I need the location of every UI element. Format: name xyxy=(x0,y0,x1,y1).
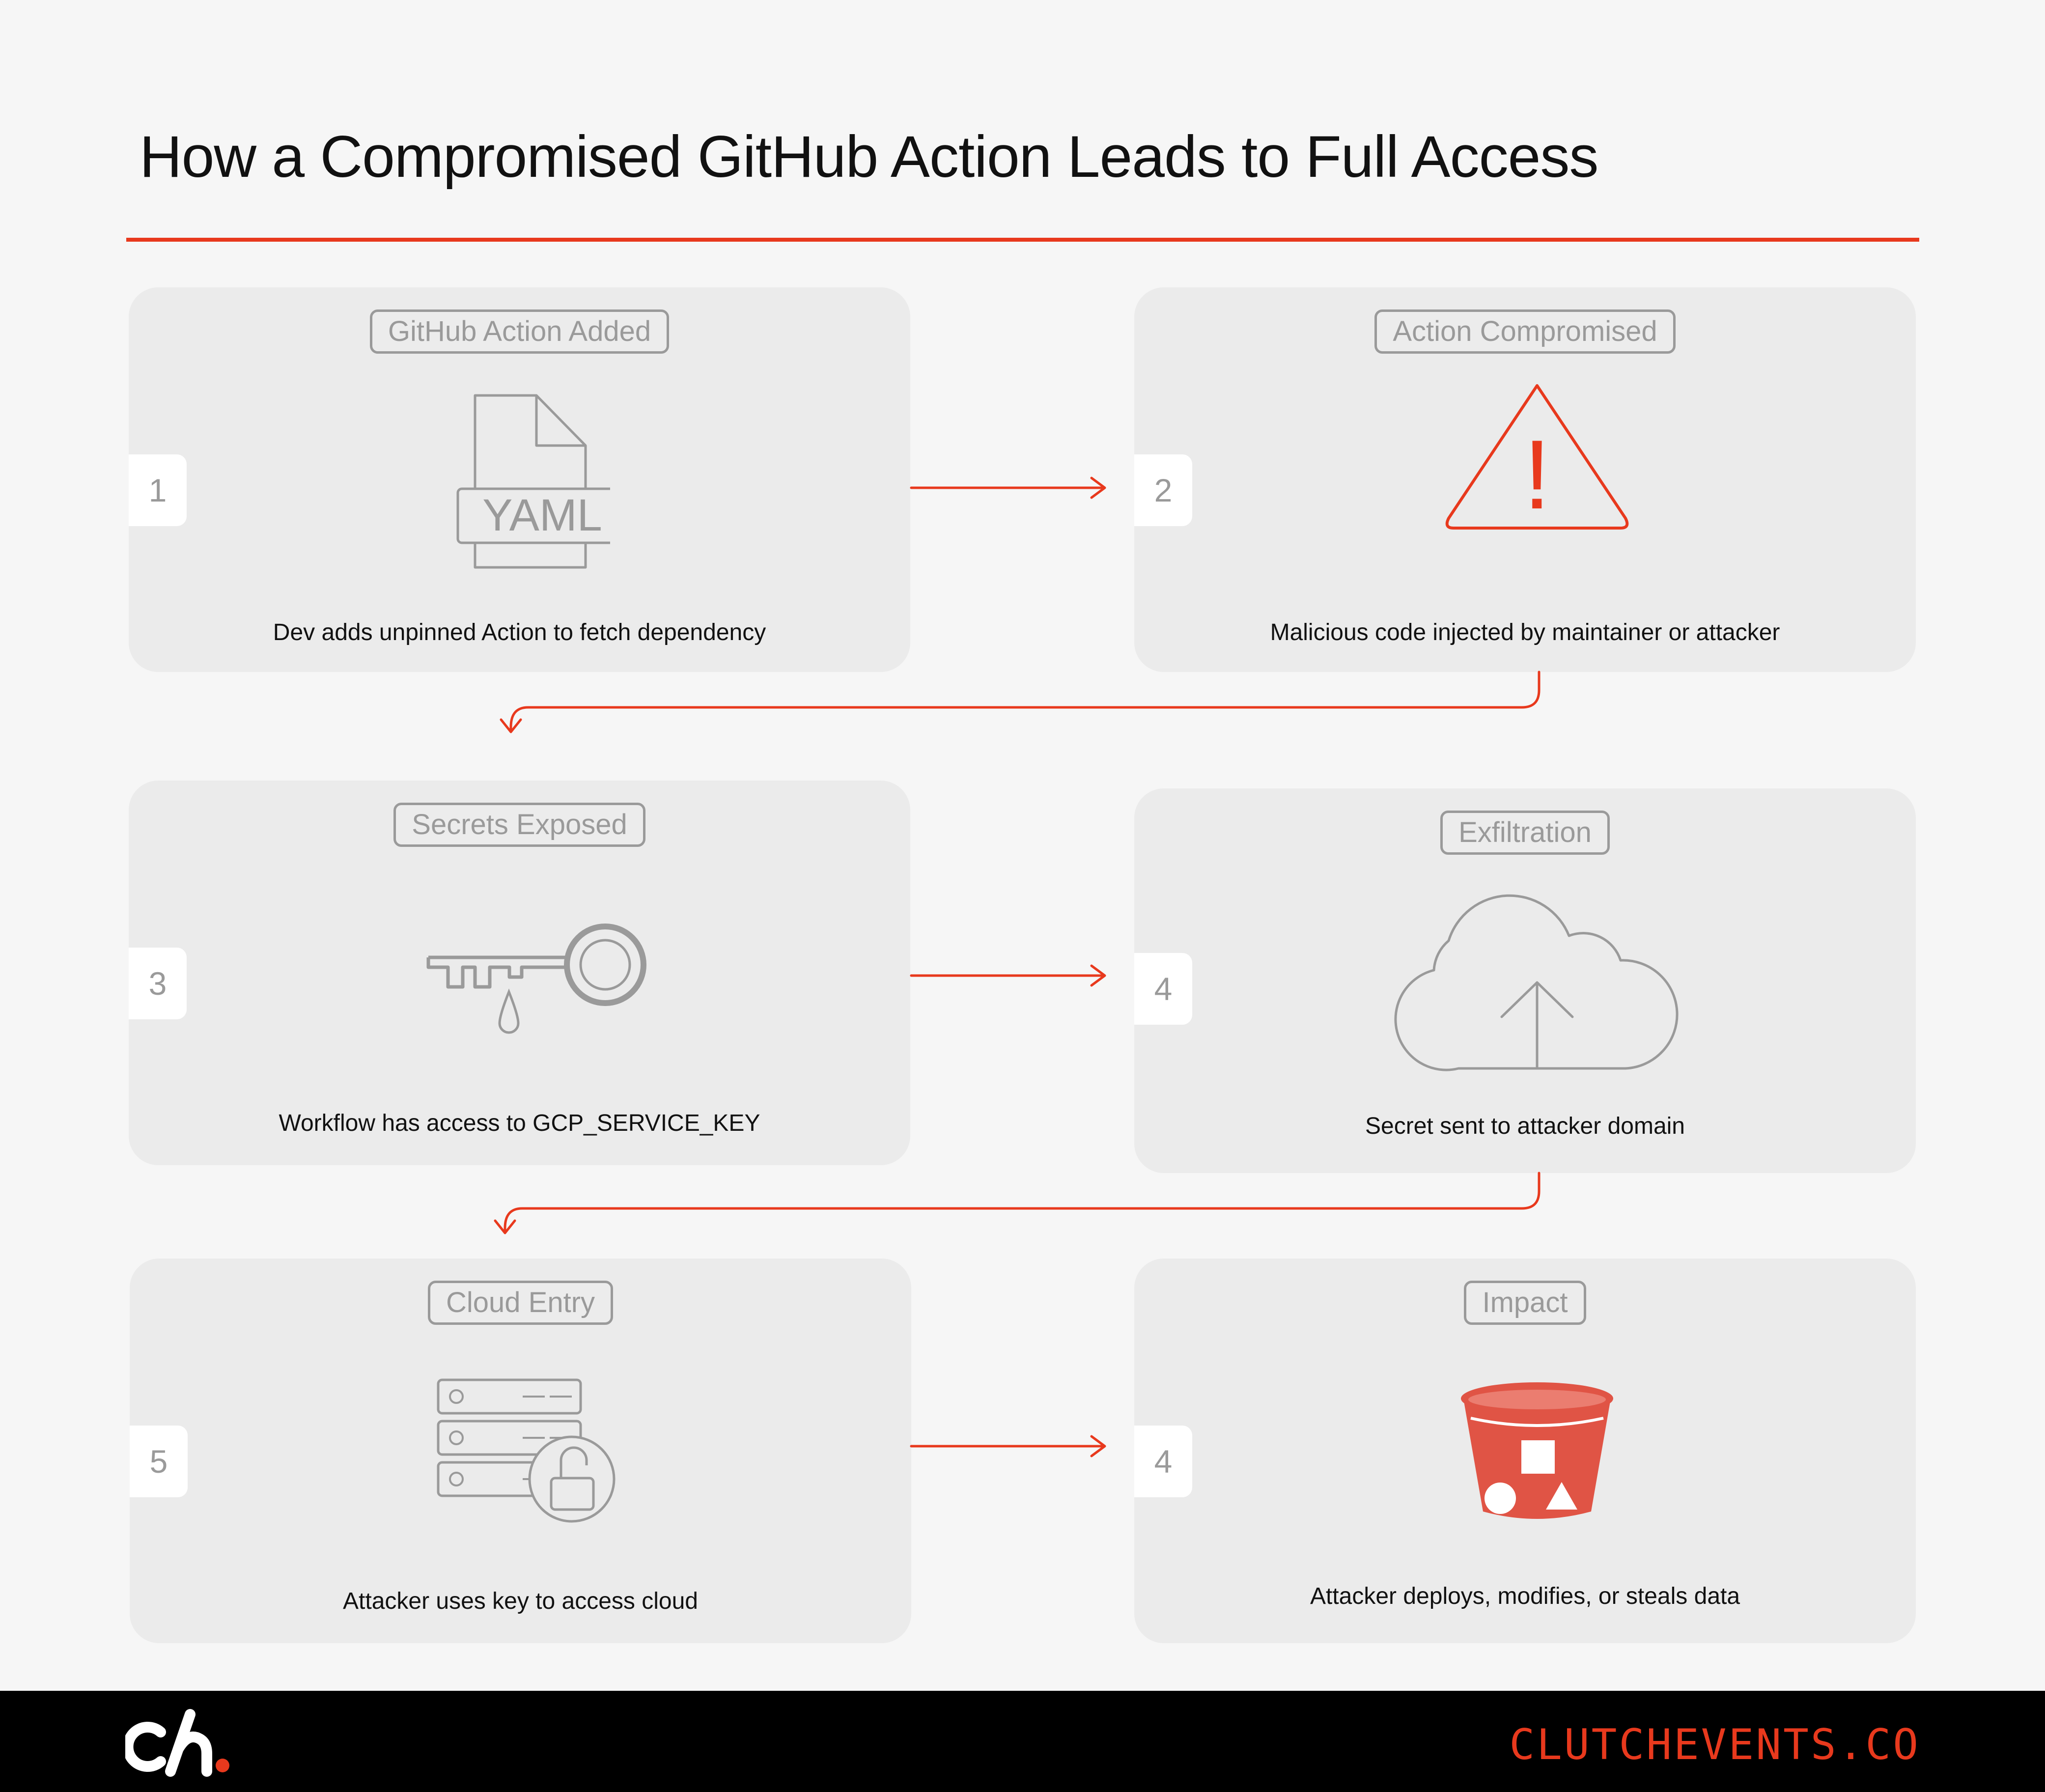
step-label: Action Compromised xyxy=(1374,309,1675,354)
step-label: Impact xyxy=(1464,1281,1586,1325)
arrow-4-to-5 xyxy=(495,1173,1539,1233)
arrow-1-to-2 xyxy=(911,478,1105,498)
step-label: Exfiltration xyxy=(1440,811,1610,855)
step-number: 5 xyxy=(130,1426,188,1497)
step-label: Cloud Entry xyxy=(428,1281,613,1325)
step-caption: Dev adds unpinned Action to fetch dependency xyxy=(273,619,766,645)
step-label: GitHub Action Added xyxy=(370,309,669,354)
footer xyxy=(0,1691,2045,1792)
step-number: 4 xyxy=(1134,1426,1192,1497)
step-number: 4 xyxy=(1134,953,1192,1025)
step-caption: Attacker uses key to access cloud xyxy=(343,1588,698,1614)
footer-website[interactable]: CLUTCHEVENTS.CO xyxy=(1509,1720,1920,1769)
step-label: Secrets Exposed xyxy=(393,803,645,847)
step-caption: Secret sent to attacker domain xyxy=(1365,1113,1685,1139)
arrow-5-to-6 xyxy=(911,1436,1105,1456)
step-number: 2 xyxy=(1134,454,1192,526)
warning-exclamation: ! xyxy=(1523,420,1551,530)
step-caption: Workflow has access to GCP_SERVICE_KEY xyxy=(279,1110,760,1136)
step-number: 1 xyxy=(129,454,187,526)
page-title: How a Compromised GitHub Action Leads to Full Access xyxy=(140,124,1598,190)
step-caption: Malicious code injected by maintainer or attacker xyxy=(1270,619,1780,645)
step-number: 3 xyxy=(129,948,187,1019)
step-caption: Attacker deploys, modifies, or steals data xyxy=(1310,1583,1740,1609)
clutch-logo xyxy=(125,1708,233,1777)
yaml-icon-text: YAML xyxy=(482,490,602,540)
arrow-3-to-4 xyxy=(911,966,1105,985)
arrow-2-to-3 xyxy=(501,672,1539,732)
